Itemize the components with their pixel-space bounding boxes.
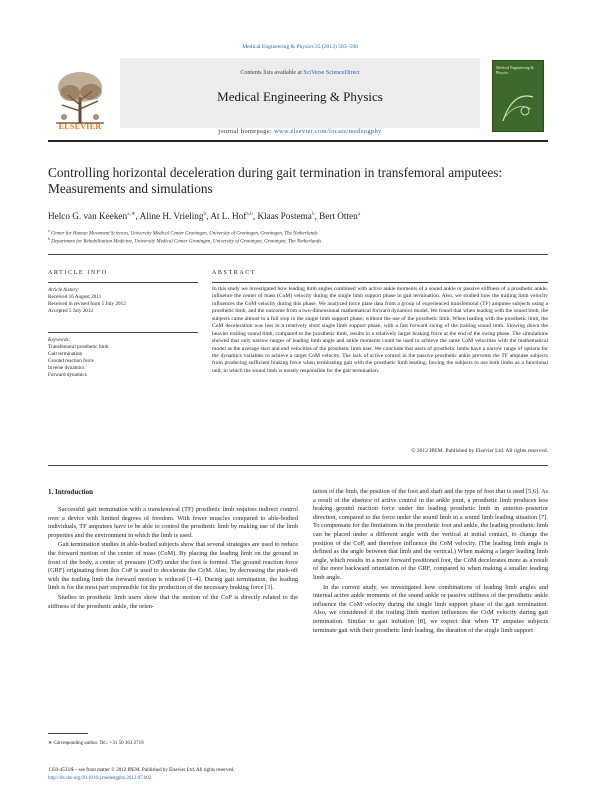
- divider: [48, 465, 548, 466]
- affiliation-text: Department for Rehabilitation Medicine, University Medical Center Groningen, University of Groningen, Groningen, The Netherlands: [51, 239, 322, 245]
- doi-link[interactable]: http://dx.doi.org/10.1016/j.medengphy.2012.07.002: [48, 776, 152, 781]
- contents-line: [120, 70, 480, 76]
- affiliation: [48, 237, 548, 245]
- journal-homepage: [120, 128, 480, 135]
- history-label: Article history:: [48, 287, 80, 293]
- journal-title: Medical Engineering & Physics: [217, 89, 383, 104]
- paragraph: Studies in prosthetic limb users show that the motion of the CoP is directly related to the stiffness of the prosthetic ankle, the orien-: [48, 593, 298, 610]
- author-sup[interactable]: a,∗: [127, 211, 136, 217]
- corresponding-author-footnote: ∗ Corresponding author. Tel.: +31 50 363 2719: [48, 741, 144, 746]
- received-date: Received 16 August 2011: [48, 294, 102, 300]
- affiliation: [48, 229, 548, 237]
- section-heading: 1. Introduction: [48, 488, 93, 496]
- author[interactable]: Bert Otten: [319, 211, 358, 222]
- header-rule: [48, 140, 548, 142]
- accepted-date: Accepted 5 July 2012: [48, 308, 94, 314]
- affiliation-sup: b: [48, 237, 50, 241]
- abstract-text: In this study we investigated how leading limb angles combined with active ankle moments of a sound ankle or passive stiffness of a prosthetic ankle, influence the center of mass (CoM) velocity during the single limb support phase in gait termination. Also, we studied how the trailing limb velocity influences the CoM velocity during this phase. We analyzed force plate data from a group of experienced transfemoral (TF) amputee subjects using a prosthetic limb, and the outcome from a two-dimensional mathematical forward dynamics model. We found that when leading with the sound limb, the subjects came almost to a full stop in the single limb support phase, without the use of the prosthetic limb. When leading with the prosthetic limb, the CoM deceleration was less in a relatively short single limb support phase, with a fast forward swing of the trailing sound limb. Slowing down the heavier trailing sound limb, compared to the prosthetic limb, results in a relatively larger braking force at the end of the swing phase. The simulations showed that only narrow ranges of leading limb angle and ankle moments could be used to achieve the same CoM velocities with the mathematical model as the average start and end velocities of the prosthetic limb user. We conclude that users of prosthetic limbs have a narrow range of options for the dynamics variables to achieve a target CoM velocity. The lack of active control in the passive prosthetic ankle prevents the TF amputee subjects from producing sufficient braking force when terminating gait with the prosthetic limb leading, forcing the subjects to use both limbs as a functional unit, in which the sound limb is mostly responsible for the gait termination.: [212, 286, 548, 374]
- divider: [48, 254, 548, 255]
- copyright: © 2012 IPEM. Published by Elsevier Ltd. All rights reserved.: [411, 448, 548, 454]
- article-info-heading: ARTICLE INFO: [48, 270, 108, 276]
- homepage-link[interactable]: www.elsevier.com/locate/medengphy: [274, 128, 382, 135]
- affiliation-sup: a: [48, 229, 50, 233]
- divider: [48, 332, 198, 333]
- keyword: Inverse dynamics: [48, 365, 85, 371]
- article-title: Controlling horizontal deceleration during gait termination in transfemoral amputees: Measurements and simulations: [48, 165, 503, 196]
- footnote-rule: [48, 733, 88, 734]
- divider: [212, 282, 548, 283]
- author[interactable]: Klaas Postema: [257, 211, 312, 222]
- author[interactable]: Helco G. van Keeken: [48, 211, 128, 222]
- affiliation-text: Center for Human Movement Sciences, University Medical Center Groningen, University of Groningen, Groningen, The Netherlands: [50, 231, 318, 237]
- body-column-left: [48, 506, 298, 612]
- author-list: Helco G. van Keeken$^{a,∗}$, Aline H. Vrieling$^b$, At L. Hof$^{a,b}$, Klaas Postema$^b$, Bert Otten$^a$: [48, 211, 361, 222]
- keywords-label: Keywords:: [48, 337, 71, 343]
- keyword: Forward dynamics: [48, 372, 87, 378]
- paragraph: tation of the limb, the position of the foot and shaft and the type of foot that is used [5,6]. As a result of the absence of active control in the ankle joint, a prosthetic limb produces less braking ground reaction force under the leading prosthetic limb in anterior–posterior direction, compared to the force under the sound limb in a sound limb leading situation [7]. To compensate for the limitations in the prosthetic foot and ankle, the leading prosthetic limb can be placed under a different angle with the vertical at initial contact, to change the position of the CoP, and therefore influence the CoM velocity. (The leading limb angle is defined as the angle between that limb and the vertical.) When making a larger leading limb angle, which results in a more forward positioned foot, the CoM decelerates more as a result of the more backward orientation of the GRF, compared to when making a smaller leading limb angle.: [313, 488, 548, 581]
- author-sup[interactable]: a: [357, 211, 361, 217]
- keyword: Ground reaction force: [48, 358, 94, 364]
- paragraph: In the current study, we investigated how combinations of leading limb angles and internal active ankle moments of the sound ankle or passive stiffness of the prosthetic ankle influence the CoM velocity during the single limb support phase of the gait termination. Also, we considered if the trailing limb motion influences the CoM velocity during gait termination. Similar to gait initiation [8], we expect that when TF amputee subjects terminate gait with their prosthetic limb leading, the duration of the single limb support: [313, 583, 548, 634]
- revised-date: Received in revised form 5 July 2012: [48, 301, 126, 307]
- author-sup[interactable]: a,b: [246, 211, 253, 217]
- publisher-name: ELSEVIER: [58, 122, 102, 131]
- divider: [48, 282, 198, 283]
- paragraph: Successful gait termination with a transfemoral (TF) prosthetic limb requires indirect control over a device with limited degrees of freedom. With fewer muscles compared to able-bodied individuals, TF amputees have to be able to control the prosthetic limb by making use of the limb properties and the environment in which the limb is used.: [48, 506, 298, 539]
- keyword: Transfemoral prosthetic limb: [48, 344, 109, 350]
- author[interactable]: Aline H. Vrieling: [139, 211, 204, 222]
- sciencedirect-link[interactable]: SciVerse ScienceDirect: [303, 70, 360, 76]
- keyword: Gait termination: [48, 351, 83, 357]
- journal-cover-image: [492, 60, 544, 132]
- homepage-label: journal homepage:: [218, 128, 275, 135]
- issn-line: 1350-4533/$ – see front matter © 2012 IPEM. Published by Elsevier Ltd. All rights reserved.: [48, 768, 235, 773]
- cover-figure-icon: [499, 87, 537, 125]
- keywords: [48, 337, 198, 379]
- paragraph: Gait termination studies in able-bodied subjects show that several strategies are used to reduce the forward motion of the center of mass (CoM). By placing the leading limb on the ground in front of the body, a center of pressure (CoP) under the foot is formed. The ground reaction force (GRF) originating from this CoP is used to decelerate the CoM. Also, by decreasing the push-off with the trailing limb the forward motion is reduced [1–4]. During gait termination, the leading limb is for the most part responsible for the production of the necessary braking force [3].: [48, 541, 298, 592]
- author-sup[interactable]: b: [311, 211, 315, 217]
- author-sup[interactable]: b: [203, 211, 207, 217]
- body-column-right: [313, 488, 548, 636]
- article-history: [48, 287, 198, 315]
- abstract-heading: ABSTRACT: [212, 270, 257, 276]
- cover-title: Medical Engineering & Physics: [496, 65, 534, 75]
- contents-prefix: Contents lists available at: [240, 70, 304, 76]
- author[interactable]: At L. Hof: [210, 211, 247, 222]
- journal-citation[interactable]: Medical Engineering & Physics 35 (2013) 583–590: [242, 44, 358, 50]
